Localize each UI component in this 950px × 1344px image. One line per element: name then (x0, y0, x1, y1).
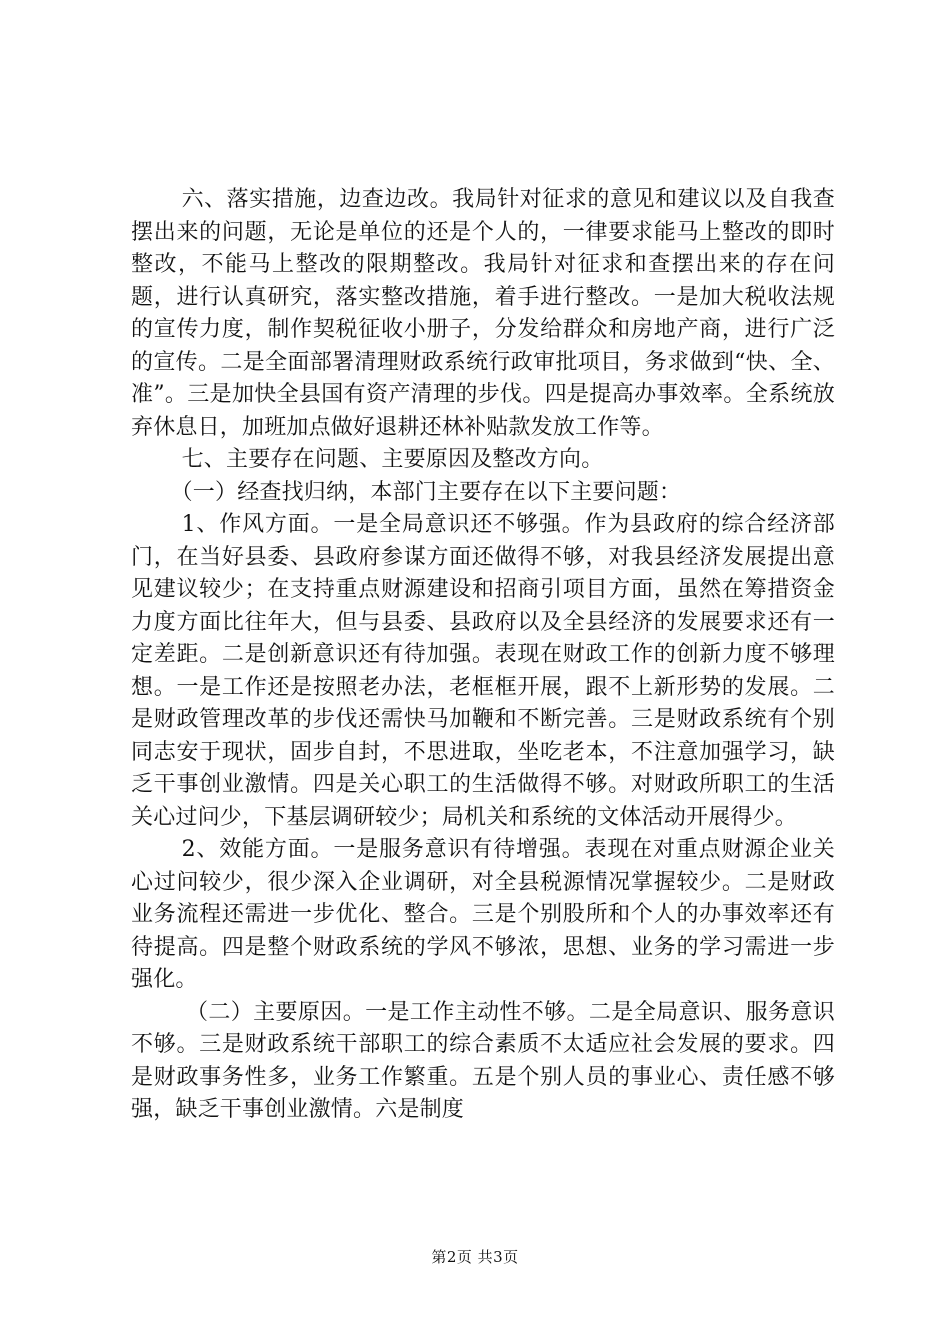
paragraph-measures: 六、落实措施，边查边改。我局针对征求的意见和建议以及自我查摆出来的问题，无论是单位的还是个人的，一律要求能马上整改的即时整改，不能马上整改的限期整改。我局针对征求和查摆出来的存在问题，进行认真研究，落实整改措施，着手进行整改。一是加大税收法规的宣传力度，制作契税征收小册子，分发给群众和房地产商，进行广泛的宣传。二是全面部署清理财政系统行政审批项目，务求做到“快、全、准”。三是加快全县国有资产清理的步伐。四是提高办事效率。全系统放弃休息日，加班加点做好退耕还林补贴款发放工作等。 (131, 187, 835, 440)
paragraph-efficiency: 2、效能方面。一是服务意识有待增强。表现在对重点财源企业关心过问较少，很少深入企业调研，对全县税源情况掌握较少。二是财政业务流程还需进一步优化、整合。三是个别股所和个人的办事效率还有待提高。四是整个财政系统的学风不够浓，思想、业务的学习需进一步强化。 (131, 837, 835, 992)
paragraph-subsection-one-heading: （一）经查找归纳，本部门主要存在以下主要问题： (170, 479, 682, 505)
paragraph-main-causes: （二）主要原因。一是工作主动性不够。二是全局意识、服务意识不够。三是财政系统干部职工的综合素质不太适应社会发展的要求。四是财政事务性多，业务工作繁重。五是个别人员的事业心、责任感不够强，缺乏干事创业激情。六是制度 (131, 999, 835, 1122)
paragraph-work-style: 1、作风方面。一是全局意识还不够强。作为县政府的综合经济部门，在当好县委、县政府参谋方面还做得不够，对我县经济发展提出意见建议较少；在支持重点财源建设和招商引项目方面，虽然在筹措资金力度方面比往年大，但与县委、县政府以及全县经济的发展要求还有一定差距。二是创新意识还有待加强。表现在财政工作的创新力度不够理想。一是工作还是按照老办法，老框框开展，跟不上新形势的发展。二是财政管理改革的步伐还需快马加鞭和不断完善。三是财政系统有个别同志安于现状，固步自封，不思进取，坐吃老本，不注意加强学习，缺乏干事创业激情。四是关心职工的生活做得不够。对财政所职工的生活关心过问少，下基层调研较少；局机关和系统的文体活动开展得少。 (131, 512, 835, 830)
paragraph-section-seven-heading: 七、主要存在问题、主要原因及整改方向。 (181, 447, 604, 472)
document-body (131, 184, 835, 1127)
page-number-footer: 第2页 共3页 (431, 1248, 519, 1266)
